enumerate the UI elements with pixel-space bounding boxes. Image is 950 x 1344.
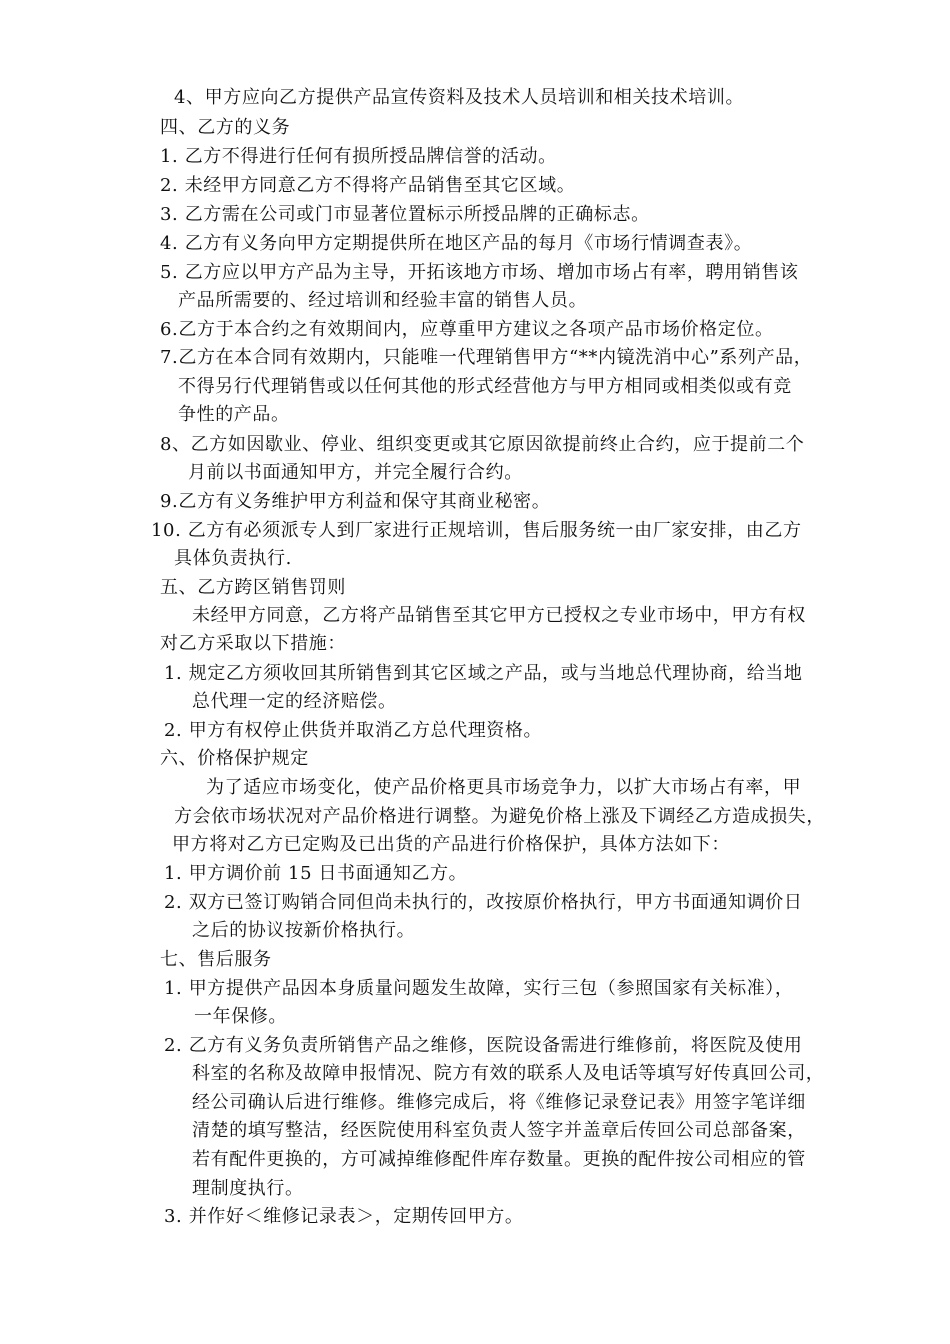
text-line: 5. 乙方应以甲方产品为主导，开拓该地方市场、增加市场占有率，聘用销售该 [160,262,799,283]
text-line: 1. 甲方调价前 15 日书面通知乙方。 [164,863,468,884]
text-line: 2. 双方已签订购销合同但尚未执行的，改按原价格执行，甲方书面通知调价日 [164,892,803,913]
text-line: 2. 未经甲方同意乙方不得将产品销售至其它区域。 [160,175,576,196]
text-line: 科室的名称及故障申报情况、院方有效的联系人及电话等填写好传真回公司， [192,1063,825,1084]
text-line: 4、甲方应向乙方提供产品宣传资料及技术人员培训和相关技术培训。 [174,87,745,108]
text-line: 经公司确认后进行维修。维修完成后，将《维修记录登记表》用签字笔详细 [192,1092,806,1113]
text-line: 月前以书面通知甲方，并完全履行合约。 [188,462,523,483]
section-heading: 四、乙方的义务 [160,117,291,138]
text-line: 4. 乙方有义务向甲方定期提供所在地区产品的每月《市场行情调查表》。 [160,233,753,254]
text-line: 清楚的填写整洁，经医院使用科室负责人签字并盖章后传回公司总部备案， [192,1120,806,1141]
section-heading: 六、价格保护规定 [160,748,309,769]
text-line: 1. 乙方不得进行任何有损所授品牌信誉的活动。 [160,146,557,167]
text-line: 若有配件更换的，方可减掉维修配件库存数量。更换的配件按公司相应的管 [192,1149,806,1170]
text-line: 2. 甲方有权停止供货并取消乙方总代理资格。 [164,720,543,741]
text-line: 6.乙方于本合约之有效期间内，应尊重甲方建议之各项产品市场价格定位。 [160,319,774,340]
text-line: 理制度执行。 [192,1178,304,1199]
text-line: 争性的产品。 [178,404,290,425]
text-line: 一年保修。 [194,1006,287,1027]
text-line: 产品所需要的、经过培训和经验丰富的销售人员。 [178,290,588,311]
section-heading: 七、售后服务 [160,949,272,970]
text-line: 不得另行代理销售或以任何其他的形式经营他方与甲方相同或相类似或有竞 [178,376,792,397]
text-line: 总代理一定的经济赔偿。 [192,691,397,712]
text-line: 未经甲方同意，乙方将产品销售至其它甲方已授权之专业市场中，甲方有权 [192,605,806,626]
text-line: 3. 乙方需在公司或门市显著位置标示所授品牌的正确标志。 [160,204,650,225]
text-line: 7.乙方在本合同有效期内，只能唯一代理销售甲方“**内镜洗消中心”系列产品， [160,347,813,368]
text-line: 1. 规定乙方须收回其所销售到其它区域之产品，或与当地总代理协商，给当地 [164,663,803,684]
text-line: 为了适应市场变化，使产品价格更具市场竞争力，以扩大市场占有率，甲 [206,777,802,798]
text-line: 9.乙方有义务维护甲方利益和保守其商业秘密。 [160,491,551,512]
text-line: 之后的协议按新价格执行。 [192,920,416,941]
text-line: 方会依市场状况对产品价格进行调整。为避免价格上涨及下调经乙方造成损失， [174,806,825,827]
text-line: 对乙方采取以下措施： [160,633,346,654]
text-line: 10. 乙方有必须派专人到厂家进行正规培训，售后服务统一由厂家安排，由乙方 [151,520,802,541]
text-line: 具体负责执行. [174,548,292,569]
text-line: 3. 并作好＜维修记录表＞，定期传回甲方。 [164,1206,524,1227]
section-heading: 五、乙方跨区销售罚则 [160,577,346,598]
text-line: 1. 甲方提供产品因本身质量问题发生故障，实行三包（参照国家有关标准）， [164,978,794,999]
text-line: 2. 乙方有义务负责所销售产品之维修，医院设备需进行维修前，将医院及使用 [164,1035,803,1056]
text-line: 8、乙方如因歇业、停业、组织变更或其它原因欲提前终止合约，应于提前二个 [160,434,805,455]
text-line: 甲方将对乙方已定购及已出货的产品进行价格保护，具体方法如下： [172,834,730,855]
